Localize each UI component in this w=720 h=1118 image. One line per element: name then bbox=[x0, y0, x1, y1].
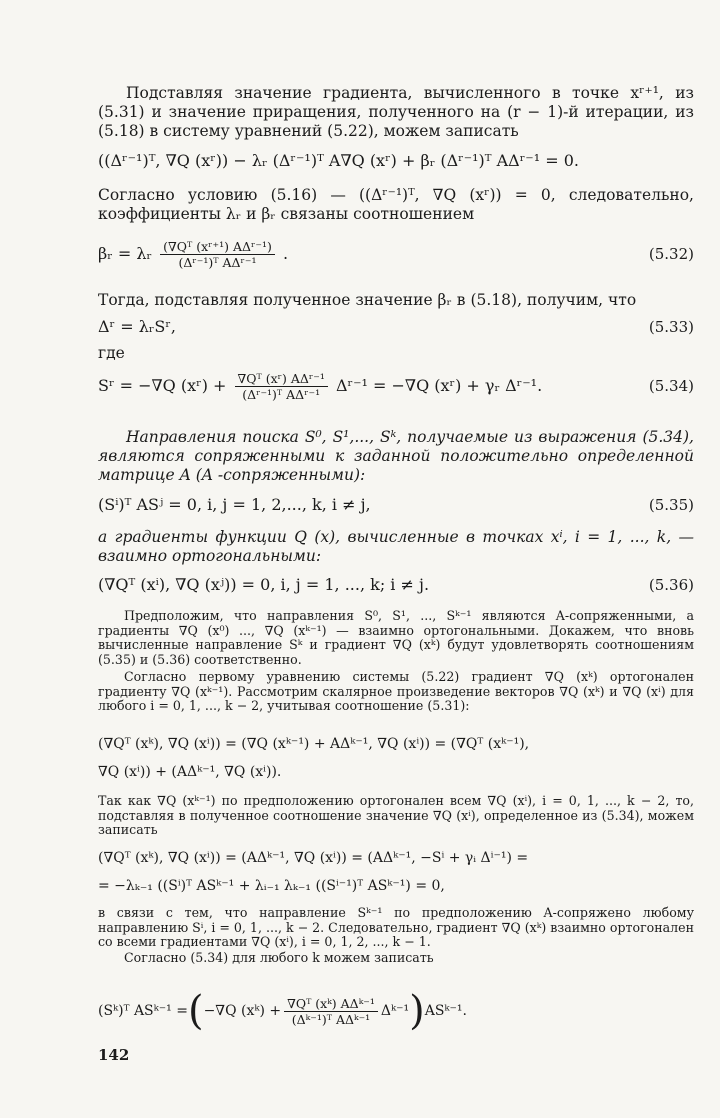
fraction bbox=[235, 371, 328, 402]
equation-label: (5.32) bbox=[648, 245, 694, 263]
equation-label: (5.35) bbox=[648, 496, 694, 514]
equation-tail: . bbox=[282, 243, 289, 263]
paragraph-since: Так как ∇Q (xᵏ⁻¹) по предположению ортогонален всем ∇Q (xⁱ), i = 0, 1, ..., k − 2, то, подставляя в полученное соотношение значение ∇Q (xⁱ), определенное из (5.34), можем записать bbox=[98, 793, 694, 838]
paragraph-conclusion: в связи с тем, что направление Sᵏ⁻¹ по предположению A-сопряжено любому направлению Sⁱ, i = 0, 1, ..., k − 2. Следовательно, градиент ∇Q (xᵏ) взаимно ортогонален со всеми градиентами ∇Q (xⁱ), i = 0, 1, 2, ..., k − 1. bbox=[98, 905, 695, 950]
equation-lhs: βᵣ = λᵣ bbox=[98, 243, 153, 263]
equation-after-fraction: Δᵏ⁻¹ bbox=[380, 1003, 410, 1019]
fraction-denominator: (Δʳ⁻¹)ᵀ AΔʳ⁻¹ bbox=[178, 254, 257, 270]
fraction-numerator: (∇Qᵀ (xʳ⁺¹) AΔʳ⁻¹) bbox=[160, 239, 275, 255]
equation-substitution-line-2: = −λₖ₋₁ ((Sⁱ)ᵀ ASᵏ⁻¹ + λᵢ₋₁ λₖ₋₁ ((Sⁱ⁻¹)ᵀ ASᵏ⁻¹) = 0, bbox=[98, 878, 445, 894]
equation-5-33 bbox=[98, 316, 694, 338]
equation-lhs: (Sᵏ)ᵀ ASᵏ⁻¹ = bbox=[98, 1003, 188, 1019]
equation-tail: ASᵏ⁻¹. bbox=[424, 1003, 467, 1019]
equation-body: (Sⁱ)ᵀ ASʲ = 0, i, j = 1, 2,..., k, i ≠ j, bbox=[98, 495, 371, 514]
paragraph-according: Согласно (5.34) для любого k можем записать bbox=[124, 950, 434, 965]
equation-scalar-product-line-2: ∇Q (xⁱ)) + (AΔᵏ⁻¹, ∇Q (xⁱ)). bbox=[98, 764, 282, 780]
equation-label: (5.36) bbox=[648, 576, 694, 594]
page-number: 142 bbox=[98, 1046, 130, 1064]
fraction-denominator: (Δʳ⁻¹)ᵀ AΔʳ⁻¹ bbox=[242, 386, 321, 402]
word-where: где bbox=[98, 344, 125, 362]
paragraph-assumption: Предположим, что направления S⁰, S¹, ..., Sᵏ⁻¹ являются A-сопряженными, а градиенты ∇Q (x⁰) ..., ∇Q (xᵏ⁻¹) — взаимно ортогональными. Докажем, что вновь вычисленные направление Sᵏ и градиент ∇Q (xᵏ) будут удовлетворять соотношениям (5.35) и (5.36) соответственно. bbox=[98, 608, 694, 667]
equation-lhs: Sʳ = −∇Q (xʳ) + bbox=[98, 375, 227, 395]
equation-last: (Sᵏ)ᵀ ASᵏ⁻¹ = ( −∇Q (xᵏ) + $\frac{\text{∇Qᵀ (xᵏ) AΔᵏ⁻¹}}{\text{(Δᵏ⁻¹)ᵀ AΔᵏ⁻¹}}$ Δᵏ⁻¹ ) ASᵏ⁻¹. bbox=[98, 988, 467, 1034]
fraction-numerator: ∇Qᵀ (xʳ) AΔʳ⁻¹ bbox=[235, 371, 328, 387]
equation-body: Δʳ = λᵣSʳ, bbox=[98, 317, 176, 336]
equation-5-36 bbox=[98, 574, 694, 596]
fraction-denominator: (Δᵏ⁻¹)ᵀ AΔᵏ⁻¹ bbox=[291, 1011, 371, 1027]
equation-label: (5.33) bbox=[648, 318, 694, 336]
equation-rest: Δʳ⁻¹ = −∇Q (xʳ) + γᵣ Δʳ⁻¹. bbox=[335, 375, 543, 395]
fraction-numerator: ∇Qᵀ (xᵏ) AΔᵏ⁻¹ bbox=[284, 996, 378, 1012]
equation-5-35 bbox=[98, 494, 694, 516]
equation-5-32 bbox=[98, 232, 694, 276]
paragraph-condition: Согласно условию (5.16) — ((Δʳ⁻¹)ᵀ, ∇Q (xʳ)) = 0, следовательно, коэффициенты λᵣ и βᵣ связаны соотношением bbox=[98, 186, 694, 223]
paragraph-conjugate-directions: Направления поиска S⁰, S¹,..., Sᵏ, получаемые из выражения (5.34), являются сопряженными к заданной положительно определенной матрице A (A -сопряженными): bbox=[98, 428, 694, 484]
equation-scalar-product-line-1: (∇Qᵀ (xᵏ), ∇Q (xⁱ)) = (∇Q (xᵏ⁻¹) + AΔᵏ⁻¹, ∇Q (xⁱ)) = (∇Qᵀ (xᵏ⁻¹), bbox=[98, 736, 530, 752]
paragraph-substitution: Тогда, подставляя полученное значение βᵣ в (5.18), получим, что bbox=[98, 291, 637, 309]
equation-body: ((Δʳ⁻¹)ᵀ, ∇Q (xʳ)) − λᵣ (Δʳ⁻¹)ᵀ A∇Q (xʳ) + βᵣ (Δʳ⁻¹)ᵀ AΔʳ⁻¹ = 0. bbox=[98, 151, 579, 170]
paragraph-orthogonal-gradients: а градиенты функции Q (x), вычисленные в точках xⁱ, i = 1, ..., k, — взаимно ортогональными: bbox=[98, 528, 694, 565]
equation-inner: −∇Q (xᵏ) + bbox=[203, 1003, 282, 1019]
fraction bbox=[160, 239, 275, 270]
fraction bbox=[284, 996, 378, 1027]
equation-unnumbered-1 bbox=[98, 150, 694, 172]
equation-label: (5.34) bbox=[648, 377, 694, 395]
equation-substitution-line-1: (∇Qᵀ (xᵏ), ∇Q (xⁱ)) = (AΔᵏ⁻¹, ∇Q (xⁱ)) = (AΔᵏ⁻¹, −Sⁱ + γᵢ Δⁱ⁻¹) = bbox=[98, 850, 529, 866]
equation-body: (∇Qᵀ (xⁱ), ∇Q (xʲ)) = 0, i, j = 1, ..., k; i ≠ j. bbox=[98, 575, 430, 594]
paragraph-first-equation: Согласно первому уравнению системы (5.22) градиент ∇Q (xᵏ) ортогонален градиенту ∇Q (xᵏ⁻¹). Рассмотрим скалярное произведение векторов ∇Q (xᵏ) и ∇Q (xⁱ) для любого i = 0, 1, ..., k − 2, учитывая соотношение (5.31): bbox=[98, 669, 694, 714]
paragraph-intro: Подставляя значение градиента, вычисленного в точке xʳ⁺¹, из (5.31) и значение приращения, полученного на (r − 1)-й итерации, из (5.18) в систему уравнений (5.22), можем записать bbox=[98, 84, 694, 140]
equation-5-34 bbox=[98, 362, 694, 410]
